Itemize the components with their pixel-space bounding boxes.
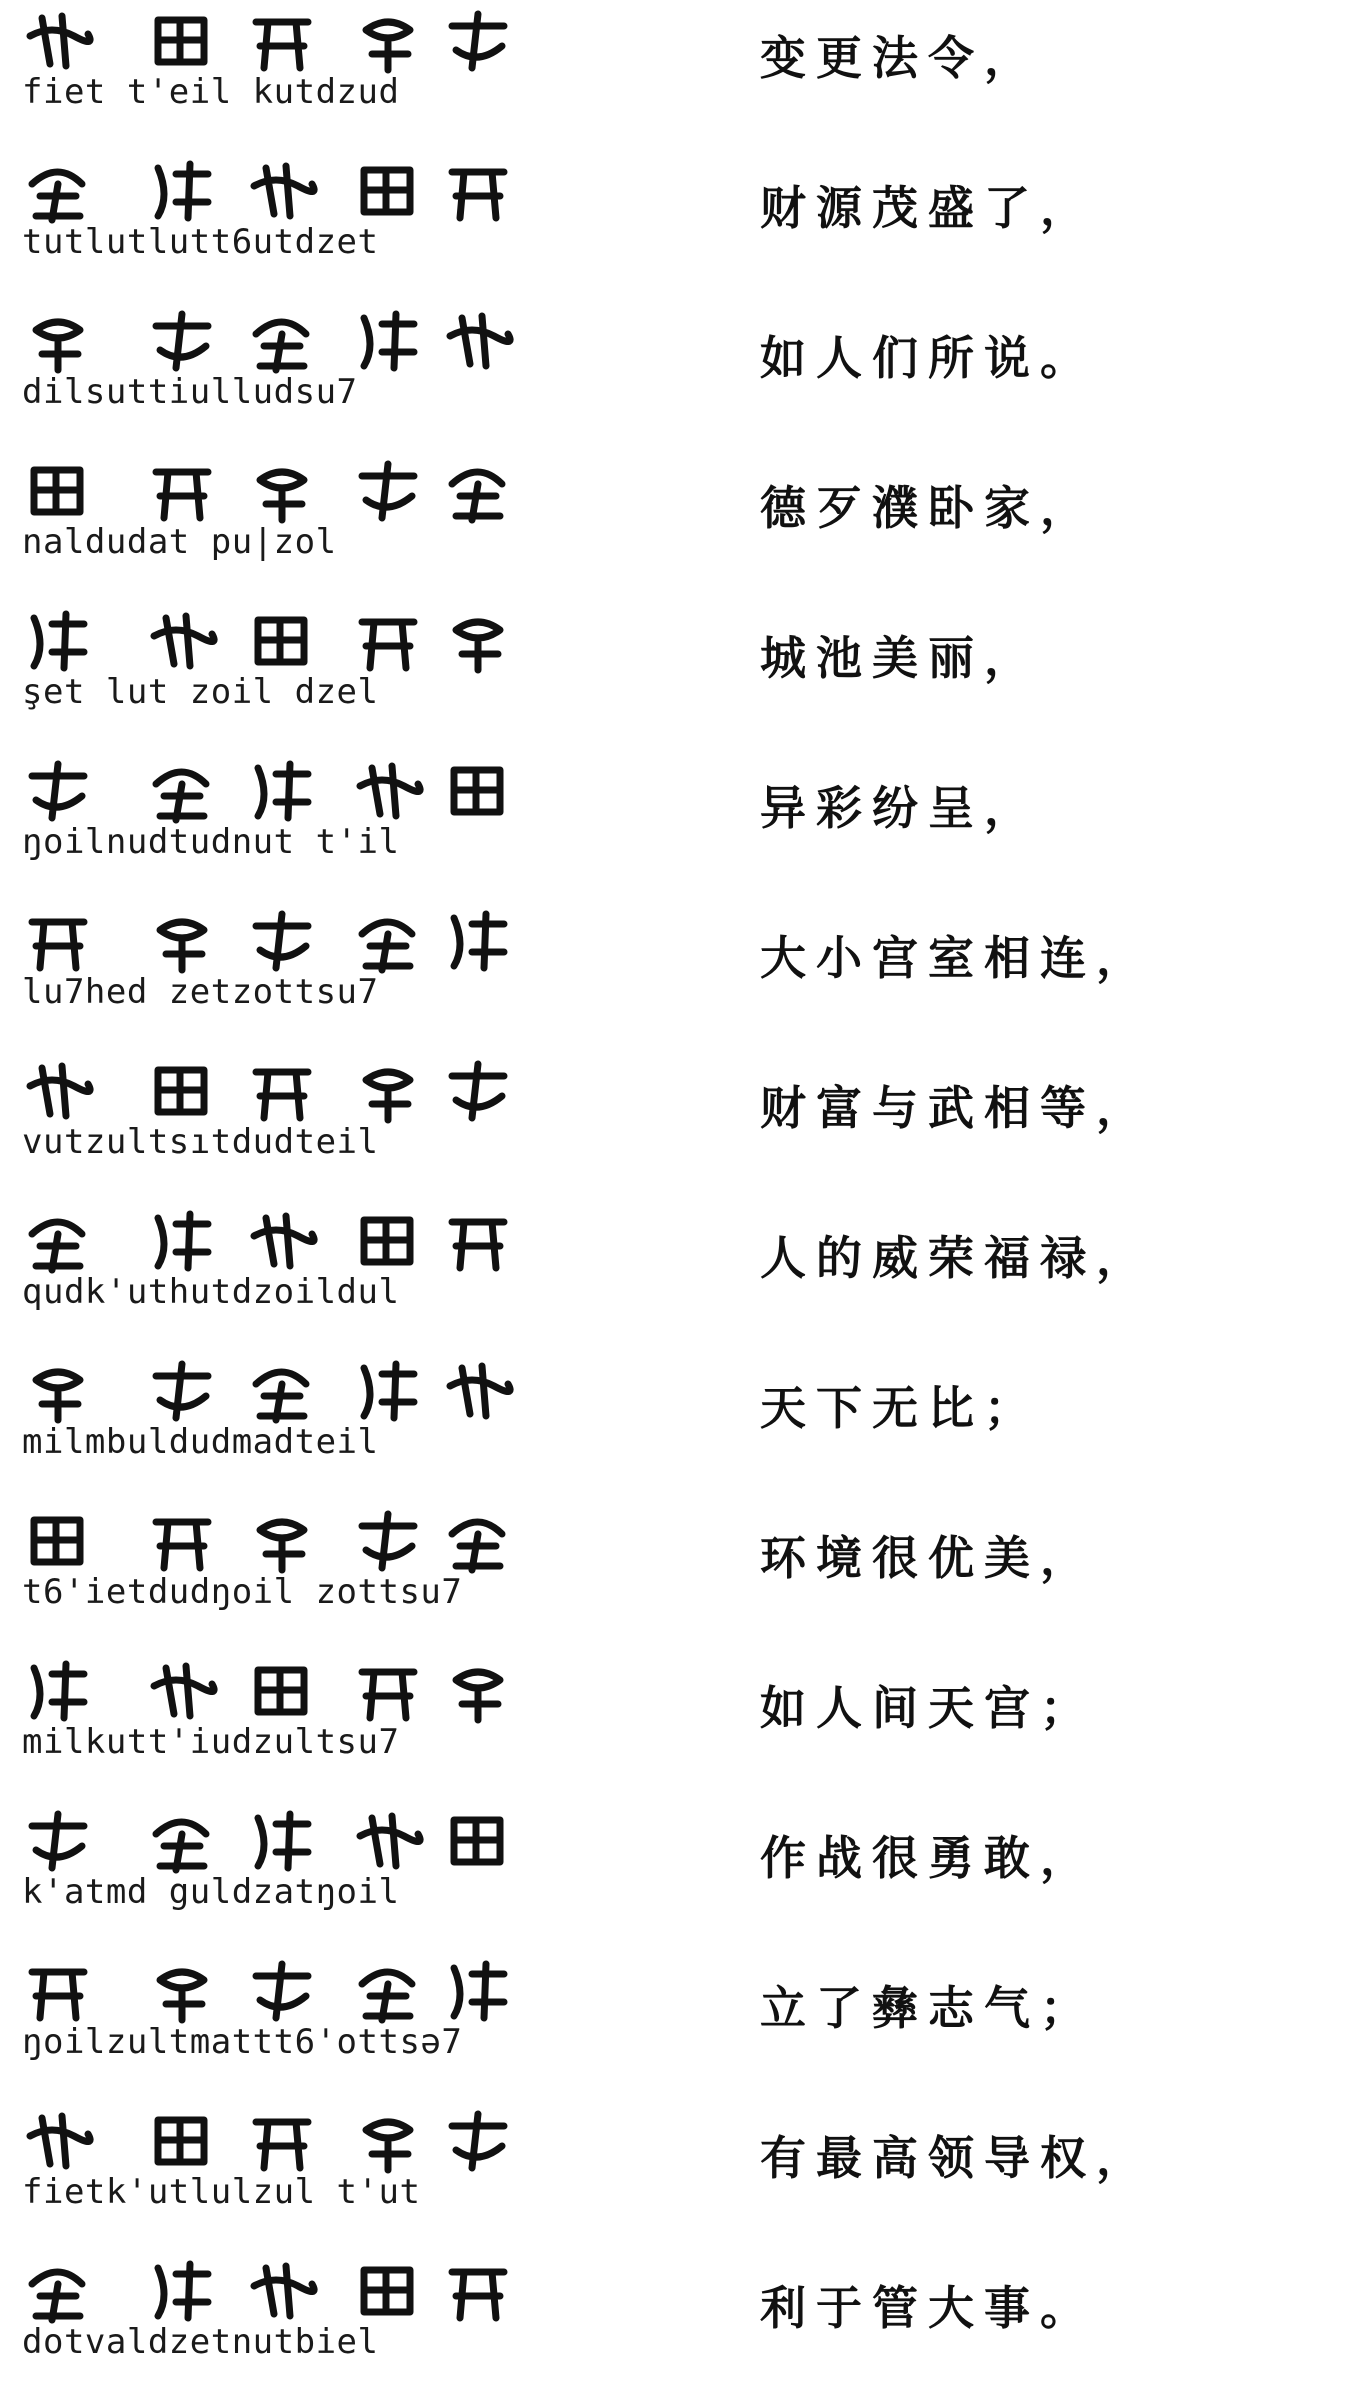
yi-script-cell — [22, 2250, 462, 2403]
chinese-translation-line: 作战很勇敢， — [760, 1831, 1096, 1885]
yi-script-glyph-icon — [246, 2256, 318, 2324]
yi-script-glyph-icon — [146, 1506, 218, 1574]
chinese-translation-line: 环境很优美， — [760, 1531, 1096, 1585]
yi-script-glyph-icon — [442, 2256, 514, 2324]
yi-script-cell — [22, 600, 462, 753]
chinese-translation-line: 天下无比； — [760, 1381, 1040, 1435]
yi-script-glyph-icon — [22, 1206, 94, 1274]
chinese-translation-line: 财富与武相等， — [760, 1081, 1152, 1135]
yi-script-glyph-icon — [146, 1056, 218, 1124]
yi-script-glyph-icon — [352, 1806, 424, 1874]
verse-row — [0, 1500, 1359, 1653]
yi-script-cell — [22, 900, 462, 1053]
yi-glyph-group — [22, 1356, 462, 1426]
yi-script-glyph-icon — [442, 906, 514, 974]
verse-row — [0, 0, 1359, 153]
yi-script-glyph-icon — [442, 156, 514, 224]
romanization-line: fietk'utlulzul t'ut — [22, 2172, 421, 2212]
verse-row — [0, 1050, 1359, 1203]
verse-row — [0, 450, 1359, 603]
yi-glyph-group — [22, 306, 462, 376]
yi-script-glyph-icon — [246, 6, 318, 74]
yi-script-cell — [22, 2100, 462, 2253]
yi-script-glyph-icon — [442, 1206, 514, 1274]
yi-script-glyph-icon — [146, 606, 218, 674]
yi-script-glyph-icon — [246, 456, 318, 524]
yi-glyph-group — [22, 606, 462, 676]
yi-script-cell — [22, 1500, 462, 1653]
romanization-line: qudk'uthutdzoildul — [22, 1272, 400, 1312]
yi-script-glyph-icon — [246, 1056, 318, 1124]
yi-script-glyph-icon — [352, 156, 424, 224]
romanization-line: ŋoilzultmattt6'ottsə7 — [22, 2022, 462, 2062]
yi-script-glyph-icon — [442, 1506, 514, 1574]
verse-row — [0, 300, 1359, 453]
yi-script-glyph-icon — [22, 2106, 94, 2174]
yi-script-glyph-icon — [22, 1506, 94, 1574]
yi-script-glyph-icon — [442, 306, 514, 374]
yi-glyph-group — [22, 6, 462, 76]
yi-glyph-group — [22, 1656, 462, 1726]
yi-script-glyph-icon — [146, 1656, 218, 1724]
chinese-translation-line: 财源茂盛了， — [760, 181, 1096, 235]
yi-script-glyph-icon — [22, 906, 94, 974]
verse-row — [0, 1950, 1359, 2103]
yi-script-glyph-icon — [146, 6, 218, 74]
yi-script-cell — [22, 1200, 462, 1353]
romanization-line: tutlutlutt6utdzet — [22, 222, 379, 262]
yi-glyph-group — [22, 906, 462, 976]
chinese-translation-line: 利于管大事。 — [760, 2281, 1096, 2335]
yi-script-cell — [22, 450, 462, 603]
yi-script-glyph-icon — [352, 1956, 424, 2024]
yi-script-glyph-icon — [442, 2106, 514, 2174]
yi-glyph-group — [22, 156, 462, 226]
yi-script-glyph-icon — [22, 456, 94, 524]
verse-row — [0, 600, 1359, 753]
verse-row — [0, 150, 1359, 303]
yi-script-glyph-icon — [442, 1806, 514, 1874]
verse-row — [0, 1800, 1359, 1953]
yi-script-glyph-icon — [22, 6, 94, 74]
yi-script-glyph-icon — [146, 906, 218, 974]
yi-script-glyph-icon — [352, 1506, 424, 1574]
verse-row — [0, 1650, 1359, 1803]
yi-script-glyph-icon — [22, 1656, 94, 1724]
yi-script-cell — [22, 1650, 462, 1803]
verse-row — [0, 2100, 1359, 2253]
yi-script-glyph-icon — [352, 6, 424, 74]
yi-script-glyph-icon — [146, 1356, 218, 1424]
yi-script-glyph-icon — [246, 1956, 318, 2024]
yi-script-glyph-icon — [146, 2106, 218, 2174]
yi-script-glyph-icon — [246, 306, 318, 374]
yi-script-cell — [22, 1950, 462, 2103]
chinese-translation-line: 异彩纷呈， — [760, 781, 1040, 835]
yi-script-glyph-icon — [442, 1356, 514, 1424]
yi-script-glyph-icon — [352, 906, 424, 974]
romanization-line: milmbuldudmadteil — [22, 1422, 379, 1462]
yi-script-glyph-icon — [352, 306, 424, 374]
yi-script-glyph-icon — [352, 1056, 424, 1124]
yi-script-cell — [22, 300, 462, 453]
romanization-line: t6'ietdudŋoil zottsu7 — [22, 1572, 462, 1612]
chinese-translation-line: 人的威荣福禄， — [760, 1231, 1152, 1285]
yi-glyph-group — [22, 2256, 462, 2326]
yi-script-glyph-icon — [22, 1806, 94, 1874]
verse-row — [0, 2250, 1359, 2403]
yi-script-glyph-icon — [22, 606, 94, 674]
yi-glyph-group — [22, 1206, 462, 1276]
yi-script-glyph-icon — [246, 606, 318, 674]
yi-script-glyph-icon — [22, 1956, 94, 2024]
verse-row — [0, 900, 1359, 1053]
romanization-line: naldudat pu|zol — [22, 522, 337, 562]
yi-script-glyph-icon — [352, 456, 424, 524]
chinese-translation-line: 大小宫室相连， — [760, 931, 1152, 985]
yi-script-glyph-icon — [352, 1656, 424, 1724]
yi-script-glyph-icon — [22, 156, 94, 224]
yi-script-glyph-icon — [246, 1206, 318, 1274]
romanization-line: lu7hed zetzottsu7 — [22, 972, 379, 1012]
romanization-line: milkutt'iudzultsu7 — [22, 1722, 400, 1762]
yi-script-glyph-icon — [146, 2256, 218, 2324]
yi-script-glyph-icon — [246, 1656, 318, 1724]
yi-script-glyph-icon — [442, 1056, 514, 1124]
yi-script-glyph-icon — [352, 606, 424, 674]
chinese-translation-line: 立了彝志气； — [760, 1981, 1096, 2035]
yi-script-glyph-icon — [22, 306, 94, 374]
yi-glyph-group — [22, 1506, 462, 1576]
yi-script-glyph-icon — [352, 2106, 424, 2174]
romanization-line: dotvaldzetnutbiel — [22, 2322, 379, 2362]
yi-script-glyph-icon — [442, 1956, 514, 2024]
yi-script-glyph-icon — [22, 1056, 94, 1124]
chinese-translation-line: 如人们所说。 — [760, 331, 1096, 385]
yi-script-glyph-icon — [246, 1806, 318, 1874]
yi-glyph-group — [22, 756, 462, 826]
yi-script-glyph-icon — [442, 756, 514, 824]
verse-row — [0, 1350, 1359, 1503]
yi-script-cell — [22, 750, 462, 903]
yi-script-glyph-icon — [352, 1356, 424, 1424]
yi-script-glyph-icon — [246, 1506, 318, 1574]
verse-row — [0, 1200, 1359, 1353]
yi-glyph-group — [22, 456, 462, 526]
romanization-line: vutzultsıtdudteil — [22, 1122, 379, 1162]
yi-glyph-group — [22, 1956, 462, 2026]
yi-script-glyph-icon — [442, 6, 514, 74]
yi-script-glyph-icon — [146, 1806, 218, 1874]
chinese-translation-line: 有最高领导权， — [760, 2131, 1152, 2185]
yi-script-glyph-icon — [22, 1356, 94, 1424]
yi-script-glyph-icon — [442, 1656, 514, 1724]
chinese-translation-line: 城池美丽， — [760, 631, 1040, 685]
romanization-line: ŋoilnudtudnut t'il — [22, 822, 400, 862]
yi-script-glyph-icon — [146, 306, 218, 374]
yi-script-glyph-icon — [146, 756, 218, 824]
romanization-line: şet lut zoil dzel — [22, 672, 379, 712]
yi-script-glyph-icon — [352, 756, 424, 824]
yi-script-cell — [22, 1050, 462, 1203]
yi-glyph-group — [22, 1056, 462, 1126]
yi-script-glyph-icon — [246, 756, 318, 824]
chinese-translation-line: 如人间天宫； — [760, 1681, 1096, 1735]
yi-script-glyph-icon — [146, 1956, 218, 2024]
yi-script-glyph-icon — [442, 606, 514, 674]
romanization-line: k'atmd guldzatŋoil — [22, 1872, 400, 1912]
yi-script-glyph-icon — [352, 1206, 424, 1274]
yi-script-cell — [22, 1800, 462, 1953]
yi-script-glyph-icon — [146, 156, 218, 224]
yi-script-glyph-icon — [246, 156, 318, 224]
yi-script-glyph-icon — [22, 2256, 94, 2324]
yi-script-glyph-icon — [442, 456, 514, 524]
chinese-translation-line: 变更法令， — [760, 31, 1040, 85]
yi-script-glyph-icon — [146, 456, 218, 524]
yi-script-glyph-icon — [246, 1356, 318, 1424]
yi-glyph-group — [22, 2106, 462, 2176]
yi-script-glyph-icon — [246, 906, 318, 974]
yi-script-glyph-icon — [246, 2106, 318, 2174]
yi-script-glyph-icon — [352, 2256, 424, 2324]
yi-glyph-group — [22, 1806, 462, 1876]
chinese-translation-line: 德歹濮卧家， — [760, 481, 1096, 535]
romanization-line: fiet t'eil kutdzud — [22, 72, 400, 112]
yi-script-glyph-icon — [146, 1206, 218, 1274]
verse-row — [0, 750, 1359, 903]
yi-script-cell — [22, 150, 462, 303]
romanization-line: dilsuttiulludsu7 — [22, 372, 358, 412]
yi-script-cell — [22, 1350, 462, 1503]
yi-script-glyph-icon — [22, 756, 94, 824]
yi-script-cell — [22, 0, 462, 153]
